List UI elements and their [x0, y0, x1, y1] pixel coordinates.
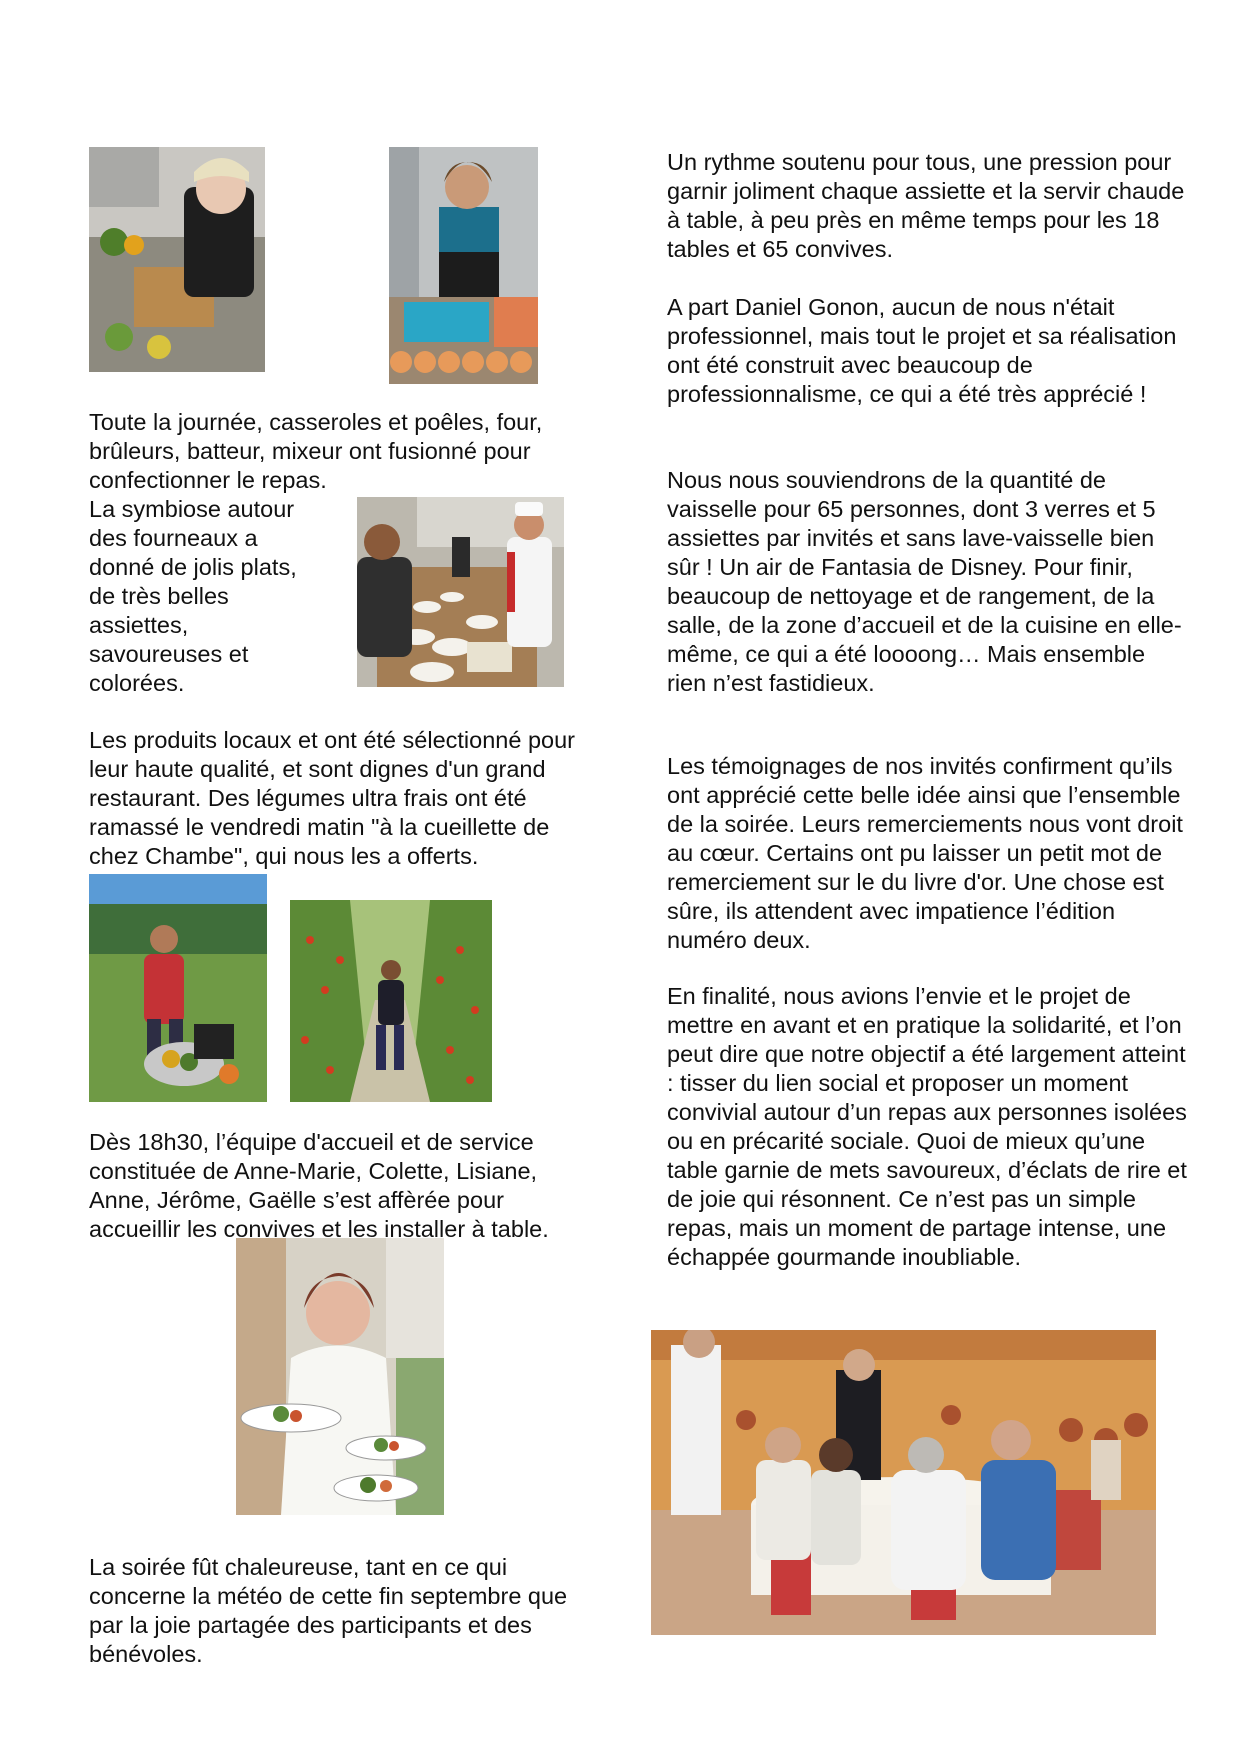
right-paragraph-2: A part Daniel Gonon, aucun de nous n'était professionnel, mais tout le projet et sa réalisation ont été construit avec beaucoup de professionnalisme, ce qui a été très apprécié !: [667, 294, 1177, 407]
right-paragraph-5: En finalité, nous avions l’envie et le projet de mettre en avant et en pratique la solidarité, et l’on peut dire que notre objectif a été largement atteint : tisser du lien social et proposer un moment convivial autour d’un repas aux personnes isolées ou en précarité sociale. Quoi de mieux qu’une table garnie de mets savoureux, d’éclats de rire et de joie qui résonnent. Ce n’est pas un simple repas, mais un moment de partage intense, une échappée gourmande inoubliable.: [667, 983, 1187, 1270]
photo-cook-vegetables: [89, 147, 265, 372]
left-paragraph-5: La soirée fût chaleureuse, tant en ce qui concerne la météo de cette fin septembre que par la joie partagée des participants et des bénévoles.: [89, 1554, 568, 1667]
right-paragraph-1: Un rythme soutenu pour tous, une pression pour garnir joliment chaque assiette et la servir chaude à table, à peu près en même temps pour les 18 tables et 65 convives.: [667, 149, 1185, 262]
photo-cook-board: [389, 147, 538, 384]
left-paragraph-1: Toute la journée, casseroles et poêles, four, brûleurs, batteur, mixeur ont fusionné pour confectionner le repas.: [89, 409, 543, 493]
photo-tomato-rows: [290, 900, 492, 1102]
photo-dinner-hall: [651, 1330, 1156, 1635]
left-paragraph-2: La symbiose autour des fourneaux a donné de jolis plats, de très belles assiettes, savoureuses et colorées.: [89, 496, 297, 696]
right-paragraph-4: Les témoignages de nos invités confirment qu’ils ont apprécié cette belle idée ainsi que l’ensemble de la soirée. Leurs remerciements nous vont droit au cœur. Certains ont pu laisser un petit mot de remerciement sur le du livre d'or. Une chose est sûre, ils attendent avec impatience l’édition numéro deux.: [667, 753, 1183, 953]
photo-server-plates: [236, 1238, 444, 1515]
left-paragraph-4: Dès 18h30, l’équipe d'accueil et de service constituée de Anne-Marie, Colette, Lisiane, Anne, Jérôme, Gaëlle s’est affèrée pour accueillir les convives et les installer à table.: [89, 1129, 549, 1242]
right-paragraph-3: Nous nous souviendrons de la quantité de vaisselle pour 65 personnes, dont 3 verres et 5 assiettes par invités et sans lave-vaisselle bien sûr ! Un air de Fantasia de Disney. Pour finir, beaucoup de nettoyage et de rangement, de la salle, de la zone d’accueil et de la cuisine en elle-même, ce qui a été loooong… Mais ensemble rien n’est fastidieux.: [667, 467, 1182, 696]
photo-garden-basket: [89, 874, 267, 1102]
photo-kitchen-team: [357, 497, 564, 687]
left-paragraph-3: Les produits locaux et ont été sélectionné pour leur haute qualité, et sont dignes d'un grand restaurant. Des légumes ultra frais ont été ramassé le vendredi matin "à la cueillette de chez Chambe", qui nous les a offerts.: [89, 727, 575, 869]
